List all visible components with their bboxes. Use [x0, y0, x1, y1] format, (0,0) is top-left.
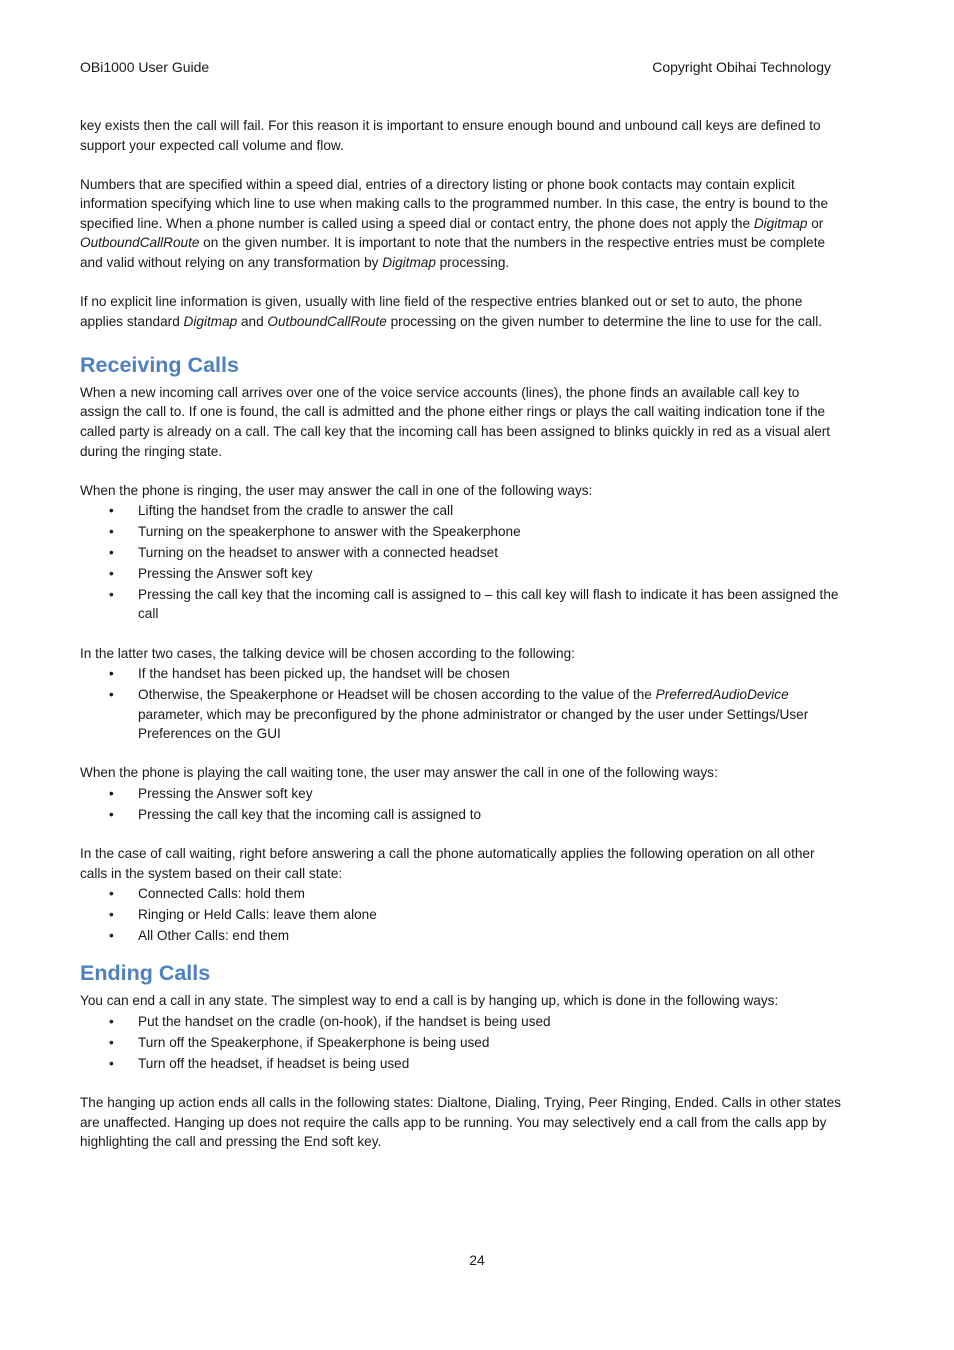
list-item: • Put the handset on the cradle (on-hook), if the handset is being used	[80, 1012, 842, 1032]
receiving-lead-1: When the phone is ringing, the user may answer the call in one of the following ways:	[80, 482, 593, 498]
header-copyright: Copyright Obihai Technology	[652, 59, 831, 75]
talking-device-list	[80, 664, 842, 744]
call-state-operation-list	[80, 884, 842, 945]
intro-paragraph-2: Numbers that are specified within a speed dial, entries of a directory listing or phone book contacts may contain explicit information specifying which line to use when making calls to the programmed number. In this case, the entry is bound to the specified line. When a phone number is called using a speed dial or contact entry, the phone does not apply the Digitmap or OutboundCallRoute on the given number. It is important to note that the numbers in the respective entries must be complete and valid without relying on any transformation by Digitmap processing.	[80, 176, 829, 271]
list-item: • Otherwise, the Speakerphone or Headset will be chosen according to the value of the PreferredAudioDevice parameter, which may be preconfigured by the phone administrator or changed by the user under Settings/User Preferences on the GUI	[80, 685, 842, 744]
page-body	[80, 116, 842, 1171]
list-item: • Turn off the Speakerphone, if Speakerphone is being used	[80, 1033, 842, 1053]
receiving-lead-3: When the phone is playing the call waiting tone, the user may answer the call in one of the following ways:	[80, 765, 718, 781]
receiving-paragraph-1: When a new incoming call arrives over one of the voice service accounts (lines), the phone finds an available call key to assign the call to. If one is found, the call is admitted and the phone either rings or plays the call waiting indication tone if the called party is already on a call. The call key that the incoming call has been assigned to blinks quickly in red as a visual alert during the ringing state.	[80, 384, 831, 459]
receiving-lead-2: In the latter two cases, the talking device will be chosen according to the following:	[80, 645, 575, 661]
page-number: 24	[469, 1252, 485, 1268]
header-document-title: OBi1000 User Guide	[80, 59, 210, 75]
receiving-lead-4: In the case of call waiting, right before answering a call the phone automatically applies the following operation on all other calls in the system based on their call state:	[80, 845, 815, 881]
list-item: • Lifting the handset from the cradle to answer the call	[80, 501, 842, 521]
call-waiting-answer-list	[80, 784, 842, 824]
list-item: • Turn off the headset, if headset is being used	[80, 1054, 842, 1074]
list-item: • Turning on the headset to answer with a connected headset	[80, 543, 842, 563]
list-item: • Turning on the speakerphone to answer with the Speakerphone	[80, 522, 842, 542]
intro-paragraph-3: If no explicit line information is given, usually with line field of the respective entries blanked out or set to auto, the phone applies standard Digitmap and OutboundCallRoute processing on the given number to determine the line to use for the call.	[80, 294, 823, 329]
answer-methods-list	[80, 501, 842, 624]
list-item: • Pressing the call key that the incoming call is assigned to – this call key will flash to indicate it has been assigned the call	[80, 585, 842, 624]
list-item: • If the handset has been picked up, the handset will be chosen	[80, 664, 842, 684]
hang-up-methods-list	[80, 1012, 842, 1073]
intro-paragraph-1: key exists then the call will fail. For this reason it is important to ensure enough bound and unbound call keys are defined to support your expected call volume and flow.	[80, 118, 821, 153]
section-heading-receiving-calls: Receiving Calls	[80, 352, 239, 377]
list-item: • Ringing or Held Calls: leave them alone	[80, 905, 842, 925]
list-item: • Pressing the call key that the incoming call is assigned to	[80, 805, 842, 825]
section-heading-ending-calls: Ending Calls	[80, 961, 211, 986]
list-item: • Connected Calls: hold them	[80, 884, 842, 904]
list-item: • Pressing the Answer soft key	[80, 564, 842, 584]
list-item: • Pressing the Answer soft key	[80, 784, 842, 804]
ending-lead-1: You can end a call in any state. The simplest way to end a call is by hanging up, which is done in the following ways:	[80, 993, 779, 1009]
list-item: • All Other Calls: end them	[80, 926, 842, 946]
ending-paragraph-1: The hanging up action ends all calls in the following states: Dialtone, Dialing, Trying, Peer Ringing, Ended. Calls in other states are unaffected. Hanging up does not require the calls app to be running. You may selectively end a call from the calls app by highlighting the call and pressing the End soft key.	[80, 1094, 841, 1150]
